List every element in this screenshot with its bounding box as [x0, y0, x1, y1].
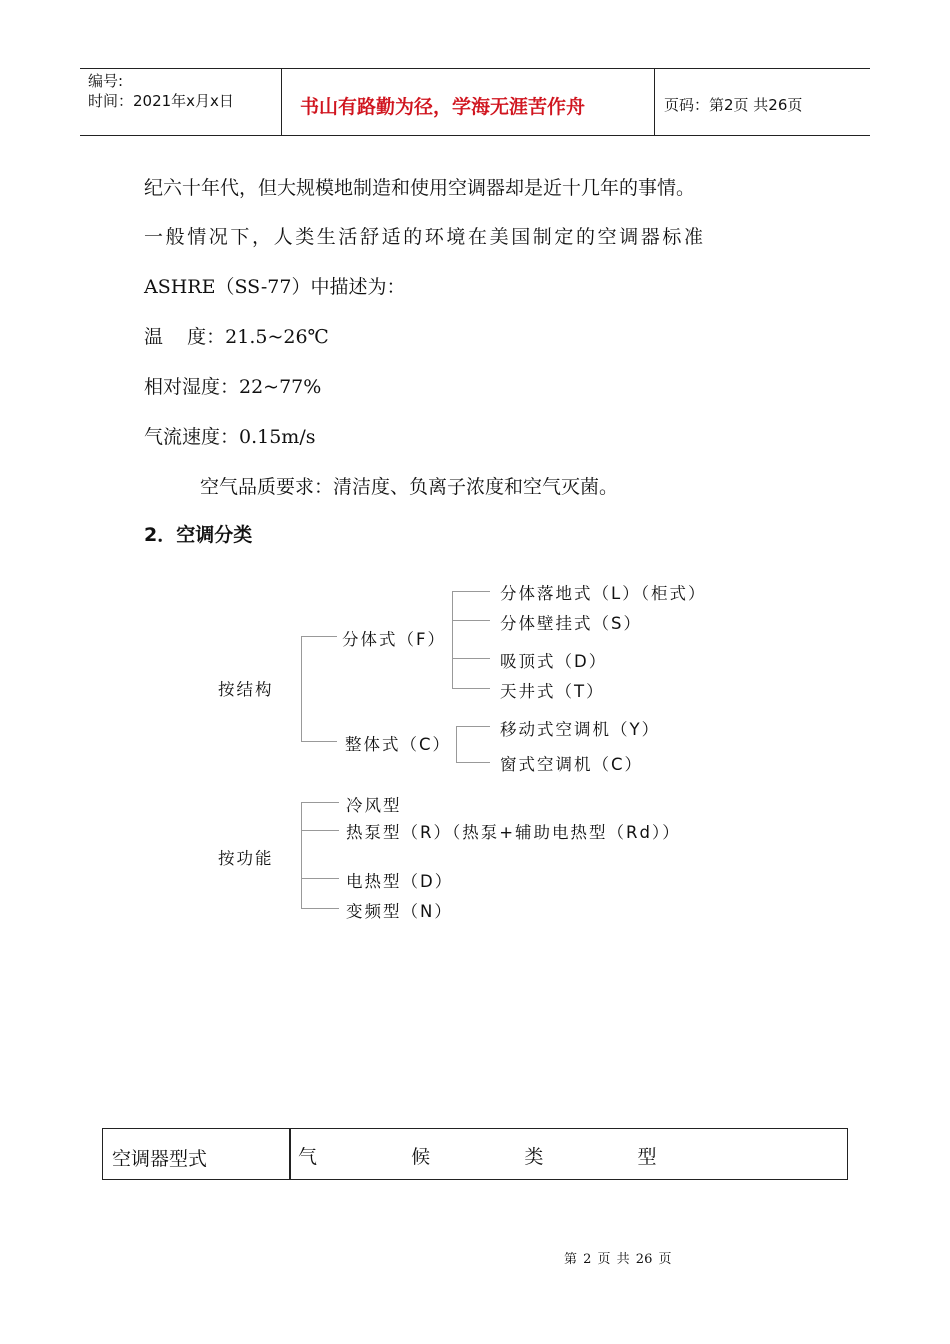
tree-connector: [452, 688, 490, 689]
table-column-divider: [289, 1128, 291, 1180]
tree-connector: [456, 726, 490, 727]
tree-connector: [301, 636, 302, 742]
airflow-line: 气流速度：0.15m/s: [144, 426, 316, 448]
header-page-label: 页码：第2页 共26页: [664, 96, 803, 114]
tree-node-unitary: 整体式（C）: [345, 735, 452, 754]
table-header-type: 空调器型式: [112, 1148, 208, 1170]
tree-connector: [301, 802, 339, 803]
tree-connector: [456, 726, 457, 763]
tree-leaf-function: 冷风型: [346, 796, 402, 815]
header-motto: 书山有路勤为径，学海无涯苦作舟: [300, 96, 586, 118]
doc-number-label: 编号:: [88, 72, 124, 90]
tree-connector: [452, 591, 490, 592]
tree-leaf-split: 分体落地式（L）（柜式）: [500, 584, 707, 603]
tree-connector: [301, 830, 339, 831]
tree-leaf-split: 天井式（T）: [500, 682, 605, 701]
section-heading: 2．空调分类: [144, 524, 253, 546]
header-divider-left: [281, 68, 282, 136]
tree-leaf-function: 电热型（D）: [346, 872, 454, 891]
tree-leaf-function: 变频型（N）: [346, 902, 453, 921]
tree-connector: [456, 762, 490, 763]
tree-leaf-unitary: 窗式空调机（C）: [500, 755, 644, 774]
paragraph-3: ASHRE（SS-77）中描述为：: [144, 276, 406, 298]
header-top-rule: [80, 68, 870, 69]
temperature-line: 温 度：21.5~26℃: [144, 326, 329, 348]
tree-connector: [301, 802, 302, 909]
tree-connector: [301, 878, 339, 879]
tree-leaf-function: 热泵型（R）（热泵+辅助电热型（Rd））: [346, 823, 681, 842]
tree-connector: [301, 908, 339, 909]
tree-node-split: 分体式（F）: [342, 630, 446, 649]
tree-connector: [301, 636, 337, 637]
doc-time-label: 时间：2021年x月x日: [88, 92, 234, 110]
paragraph-1: 纪六十年代，但大规模地制造和使用空调器却是近十几年的事情。: [144, 177, 696, 199]
humidity-line: 相对湿度：22~77%: [144, 376, 322, 398]
tree-connector: [452, 658, 490, 659]
air-quality-line: 空气品质要求：清洁度、负离子浓度和空气灭菌。: [200, 476, 619, 498]
paragraph-2: 一般情况下，人类生活舒适的环境在美国制定的空调器标准: [144, 226, 706, 248]
header-bottom-rule: [80, 135, 870, 136]
footer-page-number: 第 2 页 共 26 页: [564, 1252, 672, 1267]
tree-connector: [301, 741, 337, 742]
tree-root-structure: 按结构: [218, 680, 274, 699]
tree-leaf-split: 分体壁挂式（S）: [500, 614, 642, 633]
table-header-climate: 气 候 类 型: [298, 1146, 671, 1168]
tree-leaf-unitary: 移动式空调机（Y）: [500, 720, 661, 739]
tree-root-function: 按功能: [218, 849, 274, 868]
header-divider-right: [654, 68, 655, 136]
tree-connector: [452, 591, 453, 689]
tree-connector: [452, 620, 490, 621]
tree-leaf-split: 吸顶式（D）: [500, 652, 608, 671]
